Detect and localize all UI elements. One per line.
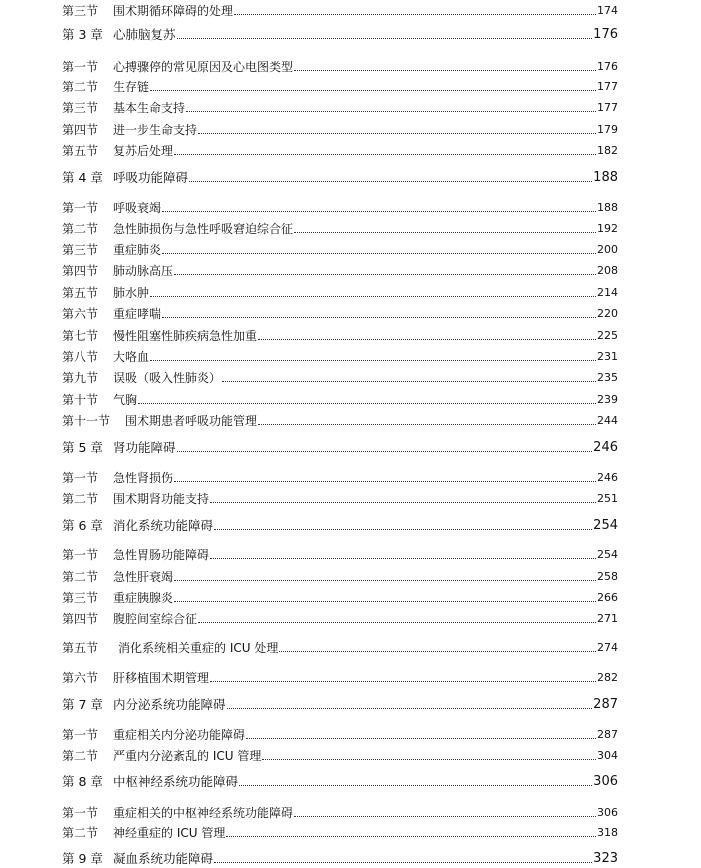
dot-leader	[239, 784, 592, 786]
dot-leader	[294, 815, 596, 817]
toc-chapter-row[interactable]	[62, 28, 618, 42]
toc-section-row[interactable]	[62, 414, 618, 428]
dot-leader	[174, 480, 596, 482]
toc-page-number: 274	[597, 641, 618, 654]
toc-entry-number: 第十一节	[62, 414, 111, 428]
toc-section-row[interactable]	[62, 548, 618, 562]
toc-page-number: 225	[597, 329, 618, 342]
toc-entry-title: 腹腔间室综合征	[113, 612, 198, 626]
toc-entry-number: 第二节	[62, 749, 99, 763]
dot-leader	[189, 180, 592, 182]
toc-section-row[interactable]	[62, 671, 618, 685]
toc-entry-number: 第十节	[62, 393, 99, 407]
toc-entry-title: 围术期循环障碍的处理	[113, 4, 234, 18]
toc-entry-title: 肝移植围术期管理	[113, 671, 210, 685]
toc-page-number: 282	[597, 671, 618, 684]
toc-entry-title: 消化系统相关重症的 ICU 处理	[118, 641, 279, 655]
dot-leader	[246, 737, 596, 739]
dot-leader	[150, 89, 596, 91]
dot-leader	[162, 210, 596, 212]
toc-entry-title: 心肺脑复苏	[113, 27, 176, 42]
toc-entry-number: 第 4 章	[62, 170, 103, 185]
toc-section-row[interactable]	[62, 826, 618, 840]
toc-chapter-row[interactable]	[62, 441, 618, 455]
toc-entry-title: 复苏后处理	[113, 144, 174, 158]
toc-page-number: 287	[597, 728, 618, 741]
dot-leader	[279, 650, 596, 652]
toc-section-row[interactable]	[62, 612, 618, 626]
toc-entry-title: 气胸	[113, 393, 138, 407]
toc-entry-title: 重症胰腺炎	[113, 591, 174, 605]
dot-leader	[162, 316, 596, 318]
toc-section-row[interactable]	[62, 80, 618, 94]
toc-page-number: 254	[597, 548, 618, 561]
toc-page-number: 251	[597, 492, 618, 505]
toc-section-row[interactable]	[62, 591, 618, 605]
toc-section-row[interactable]	[62, 101, 618, 115]
toc-entry-number: 第三节	[62, 4, 99, 18]
toc-page-number: 244	[597, 414, 618, 427]
toc-entry-title: 误吸（吸入性肺炎）	[113, 371, 222, 385]
toc-chapter-row[interactable]	[62, 852, 618, 866]
toc-section-row[interactable]	[62, 329, 618, 343]
toc-entry-title: 慢性阻塞性肺疾病急性加重	[113, 329, 258, 343]
toc-page-number: 176	[593, 27, 618, 42]
dot-leader	[198, 132, 596, 134]
toc-chapter-row[interactable]	[62, 171, 618, 185]
toc-entry-number: 第八节	[62, 350, 99, 364]
dot-leader	[294, 231, 596, 233]
toc-entry-title: 围术期患者呼吸功能管理	[125, 414, 258, 428]
toc-entry-title: 进一步生命支持	[113, 123, 198, 137]
toc-page-number: 192	[597, 222, 618, 235]
toc-section-row[interactable]	[62, 60, 618, 74]
toc-page-number: 220	[597, 307, 618, 320]
toc-page-number: 200	[597, 243, 618, 256]
toc-section-row[interactable]	[62, 286, 618, 300]
toc-section-row[interactable]	[62, 749, 618, 763]
toc-section-row[interactable]	[62, 123, 618, 137]
toc-section-row[interactable]	[62, 201, 618, 215]
toc-entry-number: 第四节	[62, 123, 99, 137]
toc-chapter-row[interactable]	[62, 519, 618, 533]
toc-entry-number: 第二节	[62, 826, 99, 840]
dot-leader	[177, 450, 593, 452]
toc-entry-number: 第三节	[62, 591, 99, 605]
toc-page-number: 254	[593, 518, 618, 533]
toc-entry-number: 第 8 章	[62, 774, 103, 789]
toc-entry-title: 基本生命支持	[113, 101, 186, 115]
toc-section-row[interactable]	[62, 728, 618, 742]
toc-entry-title: 消化系统功能障碍	[113, 518, 214, 533]
toc-entry-title: 急性肝衰竭	[113, 570, 174, 584]
dot-leader	[174, 273, 596, 275]
toc-entry-number: 第 9 章	[62, 851, 103, 866]
dot-leader	[174, 579, 596, 581]
toc-section-row[interactable]	[62, 222, 618, 236]
toc-entry-title: 急性肾损伤	[113, 471, 174, 485]
dot-leader	[138, 402, 596, 404]
toc-section-row[interactable]	[62, 492, 618, 506]
toc-entry-title: 生存链	[113, 80, 150, 94]
toc-page-number: 306	[597, 806, 618, 819]
toc-entry-number: 第 3 章	[62, 27, 103, 42]
toc-entry-number: 第三节	[62, 243, 99, 257]
dot-leader	[210, 680, 596, 682]
toc-entry-title: 肺动脉高压	[113, 264, 174, 278]
dot-leader	[210, 557, 596, 559]
toc-entry-title: 肺水肿	[113, 286, 150, 300]
dot-leader	[227, 707, 593, 709]
toc-page-number: 176	[597, 60, 618, 73]
toc-entry-number: 第五节	[62, 641, 99, 655]
toc-page-number: 179	[597, 123, 618, 136]
dot-leader	[198, 621, 596, 623]
toc-page-number: 246	[597, 471, 618, 484]
toc-section-row[interactable]	[62, 393, 618, 407]
toc-entry-title: 内分泌系统功能障碍	[113, 697, 226, 712]
dot-leader	[177, 37, 593, 39]
dot-leader	[210, 501, 596, 503]
toc-page-number: 258	[597, 570, 618, 583]
toc-page-number: 287	[593, 697, 618, 712]
dot-leader	[150, 359, 596, 361]
dot-leader	[214, 528, 592, 530]
toc-chapter-row[interactable]	[62, 698, 618, 712]
toc-page-number: 231	[597, 350, 618, 363]
toc-entry-title: 重症相关内分泌功能障碍	[113, 728, 246, 742]
toc-entry-number: 第二节	[62, 222, 99, 236]
dot-leader	[258, 423, 596, 425]
toc-entry-title: 围术期肾功能支持	[113, 492, 210, 506]
toc-entry-title: 严重内分泌紊乱的 ICU 管理	[113, 749, 262, 763]
toc-section-row[interactable]	[62, 144, 618, 158]
toc-entry-number: 第 6 章	[62, 518, 103, 533]
toc-entry-title: 呼吸功能障碍	[113, 170, 189, 185]
toc-entry-number: 第 5 章	[62, 440, 103, 455]
toc-page-number: 214	[597, 286, 618, 299]
toc-page-number: 323	[593, 851, 618, 866]
toc-entry-number: 第七节	[62, 329, 99, 343]
dot-leader	[150, 295, 596, 297]
toc-page-number: 208	[597, 264, 618, 277]
dot-leader	[186, 110, 596, 112]
toc-section-row[interactable]	[62, 4, 618, 18]
toc-entry-title: 重症相关的中枢神经系统功能障碍	[113, 806, 294, 820]
toc-section-row[interactable]	[62, 471, 618, 485]
toc-page-number: 246	[593, 440, 618, 455]
toc-entry-number: 第一节	[62, 548, 99, 562]
toc-page-number: 235	[597, 371, 618, 384]
toc-page-number: 188	[597, 201, 618, 214]
toc-entry-number: 第一节	[62, 728, 99, 742]
toc-entry-number: 第一节	[62, 201, 99, 215]
dot-leader	[162, 252, 596, 254]
toc-page-number: 318	[597, 826, 618, 839]
toc-section-row[interactable]	[62, 243, 618, 257]
toc-entry-title: 神经重症的 ICU 管理	[113, 826, 226, 840]
dot-leader	[226, 835, 596, 837]
toc-entry-number: 第一节	[62, 471, 99, 485]
toc-entry-number: 第三节	[62, 101, 99, 115]
toc-entry-number: 第四节	[62, 612, 99, 626]
toc-entry-number: 第九节	[62, 371, 99, 385]
toc-page-number: 174	[597, 4, 618, 17]
dot-leader	[294, 69, 596, 71]
toc-entry-title: 重症哮喘	[113, 307, 162, 321]
toc-entry-title: 肾功能障碍	[113, 440, 176, 455]
toc-entry-title: 急性胃肠功能障碍	[113, 548, 210, 562]
toc-entry-title: 凝血系统功能障碍	[113, 851, 214, 866]
toc-chapter-row[interactable]	[62, 775, 618, 789]
toc-entry-number: 第二节	[62, 570, 99, 584]
dot-leader	[174, 153, 596, 155]
toc-entry-number: 第五节	[62, 286, 99, 300]
dot-leader	[234, 13, 596, 15]
toc-section-row[interactable]	[62, 806, 618, 820]
dot-leader	[222, 380, 596, 382]
toc-page-number: 271	[597, 612, 618, 625]
toc-page-number: 266	[597, 591, 618, 604]
toc-section-row[interactable]	[62, 570, 618, 584]
toc-entry-number: 第六节	[62, 671, 99, 685]
toc-page-number: 304	[597, 749, 618, 762]
toc-page-number: 188	[593, 170, 618, 185]
dot-leader	[262, 758, 596, 760]
toc-entry-title: 大咯血	[113, 350, 150, 364]
toc-entry-title: 呼吸衰竭	[113, 201, 162, 215]
toc-entry-title: 重症肺炎	[113, 243, 162, 257]
toc-section-row[interactable]	[62, 371, 618, 385]
toc-entry-title: 中枢神经系统功能障碍	[113, 774, 239, 789]
toc-page-number: 177	[597, 80, 618, 93]
dot-leader	[174, 600, 596, 602]
toc-entry-number: 第一节	[62, 806, 99, 820]
toc-page-number: 306	[593, 774, 618, 789]
toc-entry-number: 第一节	[62, 60, 99, 74]
toc-section-row[interactable]	[62, 350, 618, 364]
toc-entry-title: 急性肺损伤与急性呼吸窘迫综合征	[113, 222, 294, 236]
dot-leader	[258, 338, 596, 340]
toc-entry-number: 第六节	[62, 307, 99, 321]
toc-entry-number: 第五节	[62, 144, 99, 158]
toc-page-number: 239	[597, 393, 618, 406]
toc-entry-number: 第二节	[62, 80, 99, 94]
toc-entry-number: 第四节	[62, 264, 99, 278]
toc-entry-number: 第二节	[62, 492, 99, 506]
toc-page-number: 182	[597, 144, 618, 157]
toc-page-number: 177	[597, 101, 618, 114]
toc-section-row[interactable]	[62, 307, 618, 321]
toc-entry-title: 心搏骤停的常见原因及心电图类型	[113, 60, 294, 74]
toc-section-row[interactable]	[62, 264, 618, 278]
toc-entry-number: 第 7 章	[62, 697, 103, 712]
toc-section-row[interactable]	[62, 641, 618, 655]
dot-leader	[214, 861, 592, 863]
